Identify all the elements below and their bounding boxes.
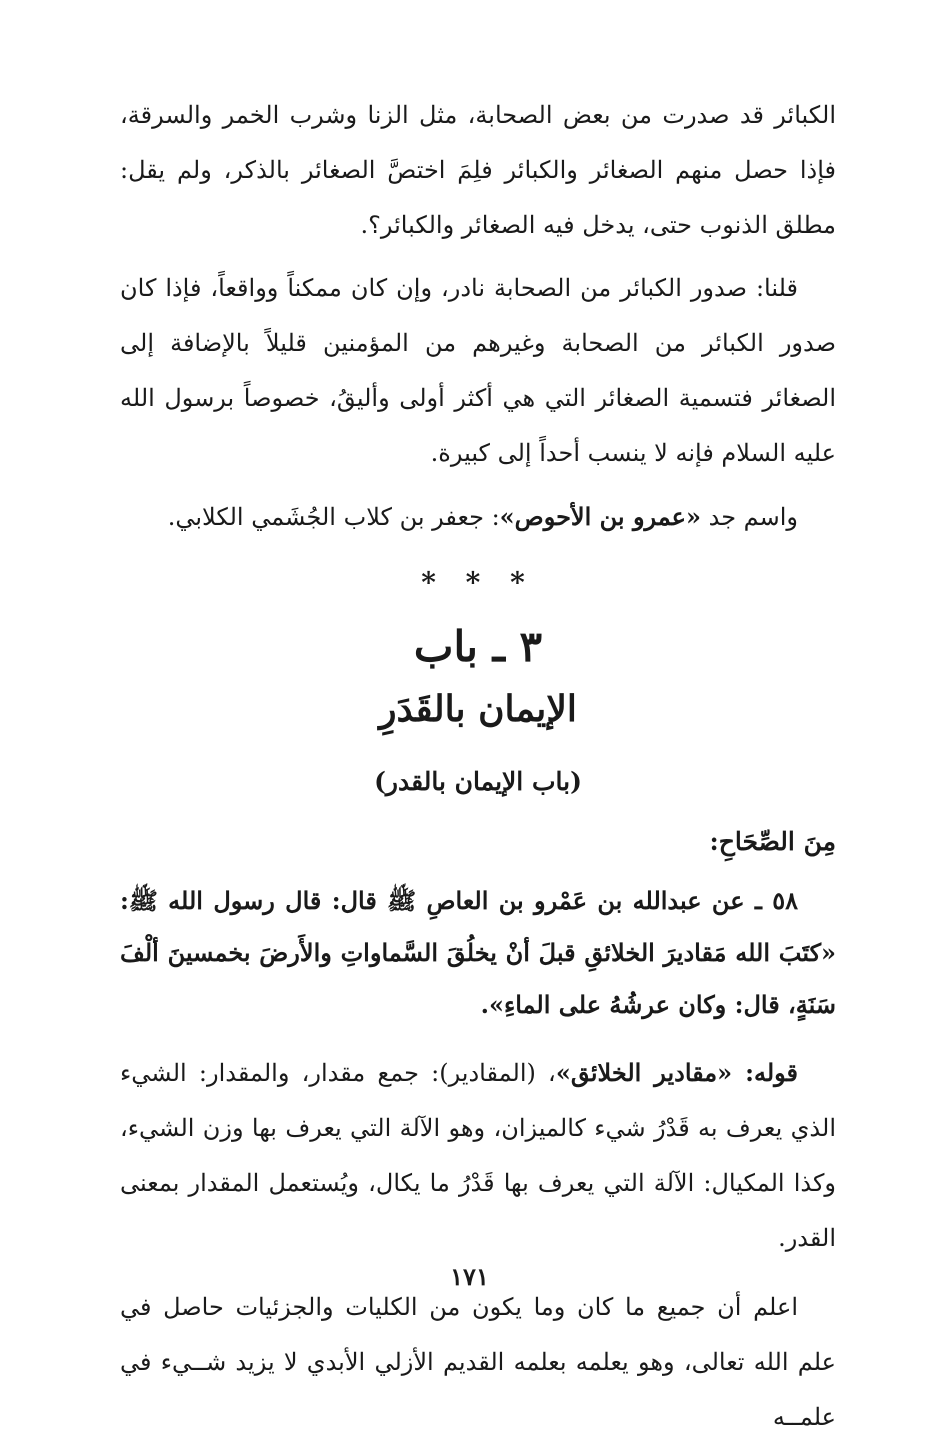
commentary-body: ، (المقادير): جمع مقدار، والمقدار: الشيء الذي يعرف به قَدْرُ شيء كالميزان، وهو الآلة التي يعرف بها وزن الشيء، وكذا المكيال: الآلة التي يعرف بها قَدْرُ ما يكال، ويُستعمل المقدار بمعنى القدر.: [120, 1059, 836, 1252]
paragraph-major-sins: الكبائر قد صدرت من بعض الصحابة، مثل الزنا وشرب الخمر والسرقة، فإذا حصل منهم الصغائر والكبائر فلِمَ اختصَّ الصغائر بالذكر، ولم يقل: مطلق الذنوب حتى، يدخل فيه الصغائر والكبائر؟.: [120, 101, 836, 239]
section-separator: * * *: [421, 566, 535, 599]
paragraph-commentary: [120, 1045, 836, 1266]
paragraph-lineage: [120, 489, 836, 545]
lineage-prefix: واسم جد: [700, 503, 798, 531]
page-body: [120, 88, 836, 1445]
page-number: ١٧١: [450, 1262, 489, 1291]
chapter-title: الإيمان بالقَدَرِ: [379, 688, 577, 730]
lineage-suffix: : جعفر بن كلاب الجُشَمي الكلابي.: [167, 503, 500, 531]
hadith-text: ٥٨ ـ عن عبدالله بن عَمْرو بن العاصِ ﷺ قال: قال رسول الله ﷺ: «كتَبَ الله مَقاديرَ الخلائقِ قبلَ أنْ يخلُقَ السَّماواتِ والأَرضَ بخمسينَ ألْفَ سَنَةٍ، قال: وكان عرشُهُ على الماءِ».: [120, 886, 836, 1019]
sub-heading: (باب الإيمان بالقدر): [374, 767, 582, 796]
commentary-lead: قوله: «مقادير الخلائق»: [555, 1058, 798, 1087]
paragraph-answer: قلنا: صدور الكبائر من الصحابة نادر، وإن كان ممكناً وواقعاً، فإذا كان صدور الكبائر من الصحابة وغيرهم من المؤمنين قليلاً بالإضافة إلى الصغائر فتسمية الصغائر التي هي أكثر أولى وأليقُ، خصوصاً برسول الله عليه السلام فإنه لا ينسب أحداً إلى كبيرة.: [120, 274, 836, 467]
section-label: مِنَ الصِّحَاحِ:: [709, 827, 836, 856]
lineage-name: «عمرو بن الأحوص»: [499, 502, 701, 531]
chapter-number: ٣ ـ باب: [413, 622, 543, 671]
paragraph-knowledge: اعلم أن جميع ما كان وما يكون من الكليات والجزئيات حاصل في علم الله تعالى، وهو يعلمه بعلمه القديم الأزلي الأبدي لا يزيد شــيء في علمــه: [120, 1293, 836, 1431]
